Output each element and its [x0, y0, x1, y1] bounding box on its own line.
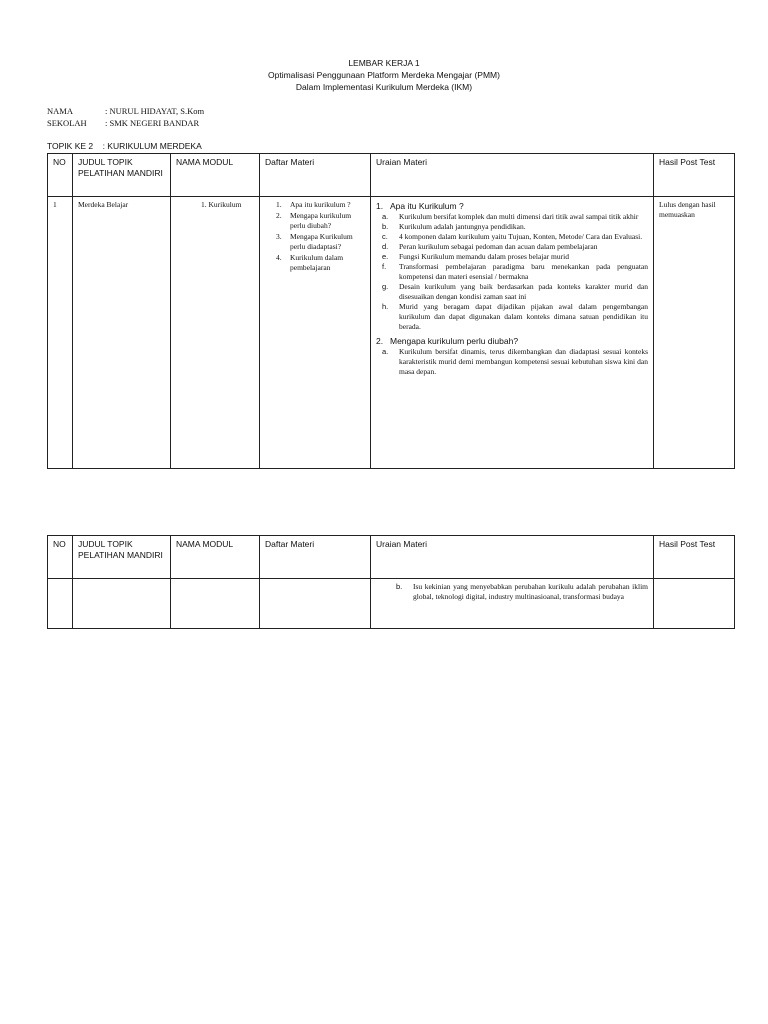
list-text: Kurikulum bersifat dinamis, terus dikembangkan dan diadaptasi sesuai konteks karakteristik murid demi membangun kompetensi sesuai kebutuhan siswa kini dan masa depan.	[399, 347, 648, 376]
col-daftar: Daftar Materi	[260, 154, 371, 197]
list-text: Kurikulum adalah jantungnya pendidikan.	[399, 222, 526, 231]
row-uraian	[371, 197, 654, 469]
list-item	[376, 347, 648, 377]
nama-value: : NURUL HIDAYAT, S.Kom	[105, 106, 205, 116]
list-text: Murid yang beragam dapat dijadikan pijakan awal dalam pengembangan kurikulum dan dapat digunakan dalam konteks dimana satuan pendidikan itu berada.	[399, 302, 648, 331]
row-daftar	[260, 579, 371, 629]
sekolah-row	[47, 117, 199, 129]
question-text: Mengapa kurikulum perlu diubah?	[390, 336, 519, 346]
worksheet-subtitle-2: Dalam Implementasi Kurikulum Merdeka (IKM)	[295, 82, 473, 92]
row-hasil	[654, 579, 735, 629]
list-item	[276, 211, 365, 231]
list-text: Apa itu kurikulum ?	[290, 200, 351, 209]
table-row	[48, 197, 735, 469]
list-item	[376, 212, 648, 222]
list-text: Mengapa kurikulum perlu diubah?	[290, 211, 352, 230]
list-letter: b.	[396, 582, 403, 591]
list-item	[276, 200, 365, 210]
row-judul	[73, 579, 171, 629]
list-letter: c.	[382, 232, 388, 241]
worksheet-subtitle: Optimalisasi Penggunaan Platform Merdeka Mengajar (PMM)	[268, 70, 500, 80]
list-text: 4 komponen dalam kurikulum yaitu Tujuan, Konten, Metode/ Cara dan Evaluasi.	[399, 232, 643, 241]
list-letter: d.	[382, 242, 389, 251]
row-modul: 1. Kurikulum	[171, 197, 260, 469]
list-letter: h.	[382, 302, 389, 311]
list-text: Mengapa Kurikulum perlu diadaptasi?	[290, 232, 353, 251]
col-judul: JUDUL TOPIK PELATIHAN MANDIRI	[73, 536, 171, 579]
list-number: 4.	[276, 253, 282, 262]
col-modul: NAMA MODUL	[171, 154, 260, 197]
table-header-row	[48, 154, 735, 197]
list-letter: a.	[382, 212, 389, 221]
col-hasil: Hasil Post Test	[654, 154, 735, 197]
uraian-materi-list	[376, 200, 648, 377]
col-modul: NAMA MODUL	[171, 536, 260, 579]
list-text: Peran kurikulum sebagai pedoman dan acuan dalam pembelajaran	[399, 242, 598, 251]
question-text: Apa itu Kurikulum ?	[390, 201, 464, 211]
list-text: Kurikulum bersifat komplek dan multi dimensi dari titik awal sampai titik akhir	[399, 212, 639, 221]
table-header-row	[48, 536, 735, 579]
worksheet-table-2	[47, 535, 735, 629]
worksheet-title: LEMBAR KERJA 1	[348, 58, 420, 68]
row-hasil: Lulus dengan hasil memuaskan	[654, 197, 735, 469]
nama-label: NAMA	[47, 106, 73, 116]
uraian-section	[376, 335, 648, 377]
list-text: Desain kurikulum yang baik berdasarkan pada konteks karakter murid dan disesuaikan dengan kondisi zaman saat ini	[399, 282, 648, 301]
list-item	[376, 232, 648, 242]
list-item	[376, 262, 648, 282]
row-uraian	[371, 579, 654, 629]
list-letter: g.	[382, 282, 389, 291]
list-item	[276, 253, 365, 273]
col-judul: JUDUL TOPIK PELATIHAN MANDIRI	[73, 154, 171, 197]
uraian-points	[376, 347, 648, 377]
list-item	[376, 222, 648, 232]
col-uraian: Uraian Materi	[371, 536, 654, 579]
uraian-points	[376, 212, 648, 332]
list-number: 2.	[376, 336, 384, 346]
uraian-materi-list	[376, 582, 648, 602]
uraian-question	[376, 200, 648, 212]
row-no: 1	[48, 197, 73, 469]
row-no	[48, 579, 73, 629]
list-letter: e.	[382, 252, 389, 261]
daftar-materi-list	[276, 200, 365, 273]
col-no: NO	[48, 154, 73, 197]
list-number: 1.	[376, 201, 384, 211]
list-item	[376, 252, 648, 262]
list-text: Kurikulum dalam pembelajaran	[290, 253, 344, 272]
row-daftar	[260, 197, 371, 469]
list-text: Fungsi Kurikulum memandu dalam proses belajar murid	[399, 252, 569, 261]
list-number: 1.	[276, 200, 282, 209]
worksheet-table-1	[47, 153, 735, 469]
list-item	[376, 282, 648, 302]
col-uraian: Uraian Materi	[371, 154, 654, 197]
nama-row	[47, 105, 204, 117]
topik-line: TOPIK KE 2 : KURIKULUM MERDEKA	[47, 141, 202, 151]
list-text: Transformasi pembelajaran paradigma baru menekankan pada penguatan kompetensi dan materi esensial / bermakna	[399, 262, 648, 281]
col-daftar: Daftar Materi	[260, 536, 371, 579]
list-letter: f.	[382, 262, 387, 271]
col-no: NO	[48, 536, 73, 579]
list-item	[376, 302, 648, 332]
uraian-question	[376, 335, 648, 347]
list-number: 2.	[276, 211, 282, 220]
list-number: 3.	[276, 232, 282, 241]
list-item	[376, 242, 648, 252]
uraian-section	[376, 200, 648, 332]
list-letter: b.	[382, 222, 389, 231]
row-judul: Merdeka Belajar	[73, 197, 171, 469]
list-text: Isu kekinian yang menyebabkan perubahan kurikulu adalah perubahan iklim global, teknologi digital, industry multinasioanal, transformasi budaya	[413, 582, 648, 601]
list-letter: a.	[382, 347, 389, 356]
sekolah-label: SEKOLAH	[47, 118, 87, 128]
list-item	[390, 582, 648, 602]
list-item	[276, 232, 365, 252]
sekolah-value: : SMK NEGERI BANDAR	[105, 118, 200, 128]
row-modul	[171, 579, 260, 629]
table-row	[48, 579, 735, 629]
col-hasil: Hasil Post Test	[654, 536, 735, 579]
